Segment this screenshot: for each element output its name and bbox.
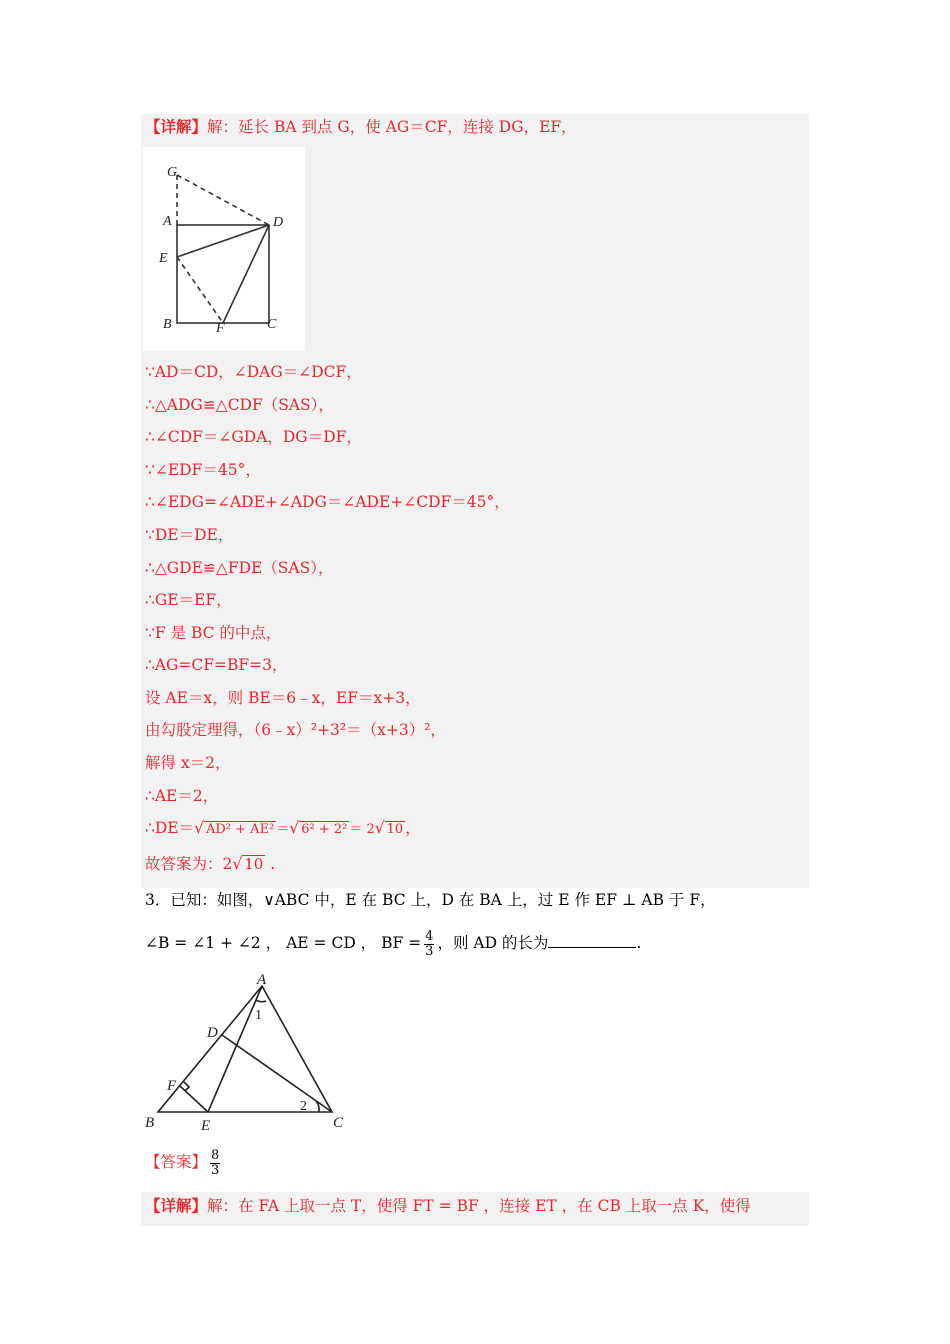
segment-ef-perp [180, 1086, 208, 1112]
proof-line: 解得 x＝2， [145, 754, 231, 772]
de-radicand-1: AD² + AE² [206, 822, 275, 837]
square-figure [143, 147, 305, 351]
bf-fraction [424, 930, 434, 959]
next-solution-text: 解：在 FA 上取一点 T，使得 FT = BF ，连接 ET ，在 CB 上取一点 K，使得 [207, 1197, 751, 1215]
final-answer-suffix: . [265, 855, 276, 873]
answer-tag: 【答案】 [145, 1153, 208, 1171]
de-suffix: ， [405, 819, 421, 837]
proof-line: 由勾股定理得，（6﹣x）²+3²＝（x+3）²， [145, 721, 446, 739]
label-e: E [159, 251, 168, 266]
segment-dc [222, 1035, 332, 1112]
proof-line: ∵AD＝CD，∠DAG＝∠DCF， [145, 363, 362, 381]
bf-denominator: 3 [425, 943, 434, 959]
sqrt-sign: √ [232, 855, 243, 873]
label-f: F [167, 1078, 177, 1094]
solution-tag: 【详解】 [145, 117, 208, 136]
proof-line: ∵F 是 BC 的中点， [145, 624, 282, 642]
answer-line [145, 1142, 223, 1182]
final-answer-radicand: 10 [244, 855, 264, 873]
segment-df [223, 225, 269, 323]
segment-ae [208, 986, 262, 1112]
next-solution-tag: 【详解】 [145, 1196, 208, 1215]
final-answer-prefix: 故答案为：2 [145, 855, 233, 873]
sqrt-sign: √ [194, 819, 204, 837]
proof-line: ∴AE＝2， [145, 787, 219, 805]
proof-line: 设 AE＝x，则 BE＝6﹣x，EF＝x+3， [145, 689, 421, 707]
de-eq-2: ＝ 2 [349, 822, 375, 837]
label-a: A [163, 214, 172, 229]
final-answer-line [145, 854, 275, 874]
proof-line: ∴∠CDF＝∠GDA，DG＝DF， [145, 428, 362, 446]
triangle-figure [140, 970, 360, 1135]
next-solution-line [145, 1196, 751, 1216]
answer-blank [548, 933, 636, 948]
label-angle-1: 1 [255, 1008, 262, 1023]
question3-line2 [145, 928, 641, 959]
label-e: E [201, 1118, 211, 1134]
proof-line: ∴AG=CF=BF=3， [145, 656, 288, 674]
de-prefix: ∴DE＝ [145, 819, 195, 837]
proof-line: ∴∠EDG=∠ADE+∠ADG＝∠ADE+∠CDF＝45°， [145, 493, 510, 511]
segment-gd [177, 175, 269, 225]
bf-numerator: 4 [425, 928, 434, 944]
sqrt-sign: √ [374, 819, 385, 837]
de-radicand-2: 6² + 2² [301, 822, 348, 837]
answer-denominator: 3 [211, 1162, 220, 1178]
angle-1-arc [256, 1000, 266, 1002]
label-d: D [207, 1025, 218, 1041]
answer-numerator: 8 [211, 1147, 220, 1163]
label-d: D [273, 215, 284, 230]
label-b: B [145, 1115, 155, 1131]
proof-line: ∵∠EDF＝45°， [145, 461, 261, 479]
label-f: F [216, 321, 225, 336]
question3-ask: ，则 AD 的长为 [437, 934, 549, 952]
proof-line: ∴△GDE≌△FDE（SAS）， [145, 559, 334, 577]
question3-line1: 3．已知：如图，∨ABC 中，E 在 BC 上，D 在 BA 上，过 E 作 EF ⊥ AB 于 F， [145, 891, 716, 909]
answer-fraction [210, 1149, 220, 1178]
de-radicand-3: 10 [386, 822, 404, 837]
label-c: C [267, 317, 277, 332]
solution-header [145, 117, 577, 137]
de-formula-line [145, 818, 421, 840]
question3-end: . [636, 934, 642, 952]
proof-line: ∴GE＝EF， [145, 591, 232, 609]
label-b: B [163, 317, 172, 332]
solution-header-text: 解：延长 BA 到点 G，使 AG＝CF，连接 DG，EF， [207, 118, 577, 136]
proof-line: ∵DE＝DE， [145, 526, 234, 544]
question3-conditions: ∠B = ∠1 + ∠2 ， AE = CD ， BF = [145, 934, 422, 952]
de-eq-1: ＝ [276, 822, 290, 837]
proof-line: ∴△ADG≌△CDF（SAS）， [145, 396, 334, 414]
label-c: C [333, 1115, 344, 1131]
label-g: G [167, 165, 178, 180]
segment-ed [177, 225, 269, 257]
label-a: A [257, 972, 267, 988]
label-angle-2: 2 [300, 1099, 307, 1114]
square-abcd [177, 225, 269, 323]
sqrt-sign: √ [289, 819, 300, 837]
segment-ef [177, 257, 223, 323]
